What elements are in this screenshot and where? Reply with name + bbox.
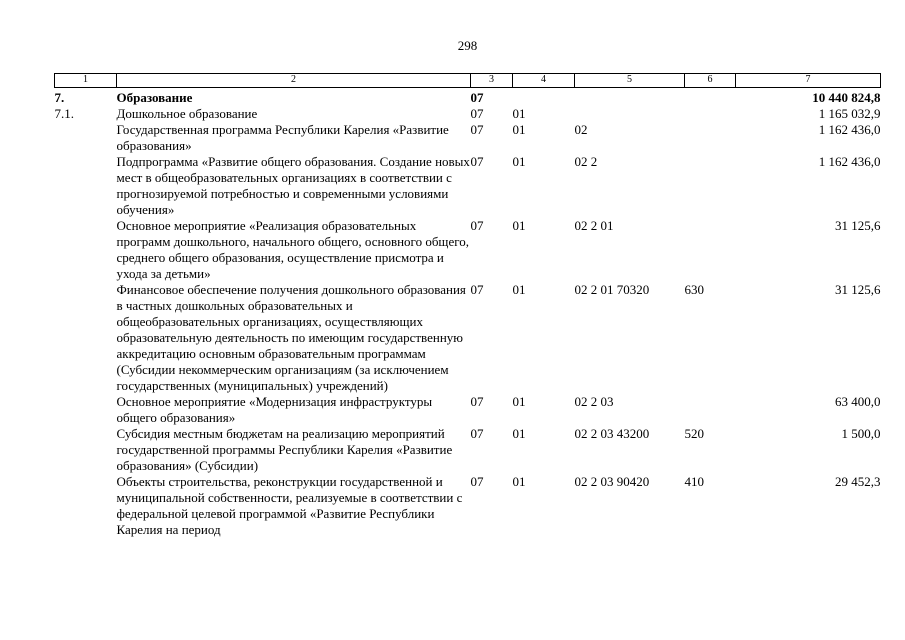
expense-type-code — [685, 394, 736, 426]
subsection-code: 01 — [512, 122, 526, 137]
section-code: 07 — [470, 218, 484, 233]
table-row — [55, 282, 881, 394]
row-number — [55, 154, 117, 218]
expense-type-code — [685, 106, 736, 122]
section-code: 07 — [470, 90, 484, 105]
column-number-1: 1 — [55, 74, 117, 88]
item-name: Субсидия местным бюджетам на реализацию мероприятий государственной программы Республики Карелия «Развитие образования» (Субсидии) — [116, 426, 453, 473]
column-number-6: 6 — [685, 74, 736, 88]
section-code: 07 — [470, 154, 484, 169]
amount: 1 165 032,9 — [818, 106, 881, 121]
column-number-2: 2 — [117, 74, 471, 88]
row-number: 7. — [54, 90, 65, 105]
section-code: 07 — [470, 426, 484, 441]
amount: 10 440 824,8 — [812, 90, 881, 105]
section-code: 07 — [470, 106, 484, 121]
amount: 1 162 436,0 — [818, 122, 881, 137]
table-row — [55, 474, 881, 538]
row-number — [55, 282, 117, 394]
subsection-code — [513, 88, 575, 107]
target-article-code: 02 2 — [574, 154, 598, 169]
budget-table — [54, 73, 881, 538]
row-number — [55, 474, 117, 538]
target-article-code: 02 2 01 — [574, 218, 614, 233]
expense-type-code — [685, 218, 736, 282]
row-number: 7.1. — [54, 106, 74, 121]
column-number-5: 5 — [575, 74, 685, 88]
item-name: Финансовое обеспечение получения дошкольного образования в частных дошкольных образовательных и общеобразовательных организациях, осуществляющих образовательную деятельность по имеющим государственную аккредитацию основным образовательным программам (Субсидии некоммерческим организациям (за исключением государственных (муниципальных) учреждений) — [116, 282, 466, 393]
amount: 31 125,6 — [835, 218, 881, 233]
target-article-code — [575, 106, 685, 122]
expense-type-code: 630 — [684, 282, 704, 297]
amount: 1 162 436,0 — [818, 154, 881, 169]
item-name: Государственная программа Республики Карелия «Развитие образования» — [116, 122, 449, 153]
column-number-4: 4 — [513, 74, 575, 88]
item-name: Основное мероприятие «Реализация образовательных программ дошкольного, начального общего, основного общего, среднего общего образования, осуществление присмотра и ухода за детьми» — [116, 218, 469, 281]
row-number — [55, 426, 117, 474]
table-row — [55, 88, 881, 107]
target-article-code — [575, 88, 685, 107]
table-row — [55, 154, 881, 218]
target-article-code: 02 2 03 43200 — [574, 426, 650, 441]
column-number-7: 7 — [736, 74, 881, 88]
amount: 31 125,6 — [835, 282, 881, 297]
row-number — [55, 122, 117, 154]
row-number — [55, 394, 117, 426]
item-name: Подпрограмма «Развитие общего образования. Создание новых мест в общеобразовательных организациях в соответствии с прогнозируемой потребностью и современными условиями обучения» — [116, 154, 470, 217]
table-row — [55, 122, 881, 154]
target-article-code: 02 — [574, 122, 588, 137]
item-name: Образование — [116, 90, 193, 105]
section-code: 07 — [470, 394, 484, 409]
table-row — [55, 218, 881, 282]
target-article-code: 02 2 01 70320 — [574, 282, 650, 297]
subsection-code: 01 — [512, 426, 526, 441]
target-article-code: 02 2 03 90420 — [574, 474, 650, 489]
table-row — [55, 106, 881, 122]
item-name: Объекты строительства, реконструкции государственной и муниципальной собственности, реализуемые в соответствии с федеральной целевой программой «Развитие Республики Карелия на период — [116, 474, 463, 537]
amount: 29 452,3 — [835, 474, 881, 489]
column-number-row — [55, 74, 881, 88]
table-row — [55, 426, 881, 474]
item-name: Дошкольное образование — [116, 106, 258, 121]
expense-type-code — [685, 154, 736, 218]
section-code: 07 — [470, 122, 484, 137]
column-number-3: 3 — [471, 74, 513, 88]
table-row — [55, 394, 881, 426]
amount: 1 500,0 — [841, 426, 881, 441]
expense-type-code — [685, 88, 736, 107]
subsection-code: 01 — [512, 474, 526, 489]
section-code: 07 — [470, 282, 484, 297]
expense-type-code — [685, 122, 736, 154]
expense-type-code: 520 — [684, 426, 704, 441]
row-number — [55, 218, 117, 282]
page-number: 298 — [457, 38, 478, 53]
item-name: Основное мероприятие «Модернизация инфраструктуры общего образования» — [116, 394, 433, 425]
target-article-code: 02 2 03 — [574, 394, 614, 409]
subsection-code: 01 — [512, 394, 526, 409]
subsection-code: 01 — [512, 218, 526, 233]
section-code: 07 — [470, 474, 484, 489]
amount: 63 400,0 — [835, 394, 881, 409]
subsection-code: 01 — [512, 282, 526, 297]
expense-type-code: 410 — [684, 474, 704, 489]
subsection-code: 01 — [512, 154, 526, 169]
subsection-code: 01 — [512, 106, 526, 121]
